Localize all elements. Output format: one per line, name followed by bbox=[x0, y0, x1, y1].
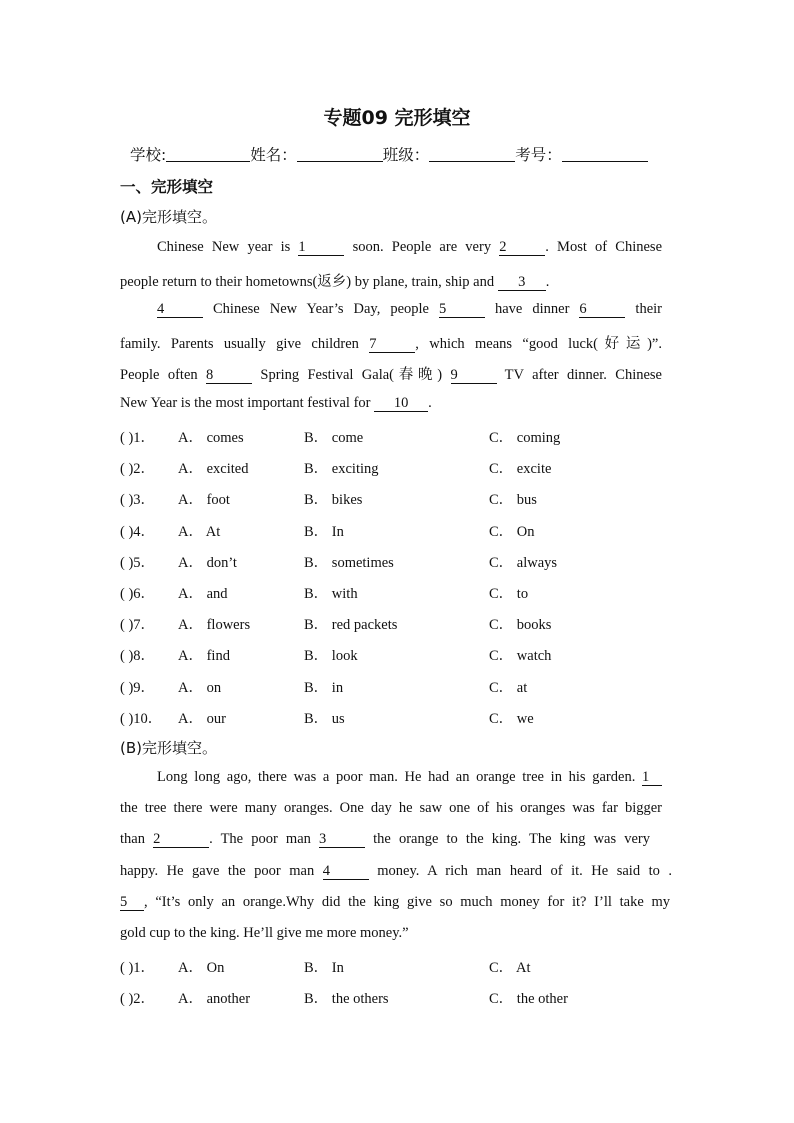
option-a[interactable]: A． find bbox=[178, 648, 230, 665]
blank-b5[interactable]: 5 bbox=[120, 895, 144, 911]
part-a-passage-line-5 bbox=[120, 363, 662, 384]
passage-text: Chinese New year is bbox=[157, 239, 299, 255]
option-c[interactable]: C． at bbox=[489, 679, 528, 696]
part-b-passage-line-4 bbox=[120, 863, 672, 880]
option-a[interactable]: A． our bbox=[178, 710, 226, 727]
question-number[interactable]: ( )2． bbox=[120, 461, 156, 478]
question-number[interactable]: ( )6． bbox=[120, 586, 156, 602]
part-b-passage-line-2: the tree there were many oranges. One day he saw one of his oranges was far bigger bbox=[120, 800, 662, 816]
part-a-passage-line-2 bbox=[120, 270, 549, 291]
option-a[interactable]: A． On bbox=[178, 960, 225, 976]
option-b[interactable]: B． in bbox=[304, 679, 344, 696]
option-a[interactable]: A． excited bbox=[178, 461, 249, 478]
option-b[interactable]: B． the others bbox=[304, 991, 389, 1007]
blank-b2[interactable]: 2 bbox=[153, 832, 209, 848]
passage-text: the orange to the king. The king was very bbox=[365, 831, 651, 847]
blank-b4[interactable]: 4 bbox=[323, 864, 369, 880]
passage-text: . bbox=[668, 863, 673, 879]
page-title: 专题09 完形填空 bbox=[323, 107, 471, 129]
passage-text: family. Parents usually give children bbox=[120, 336, 370, 352]
blank-b3[interactable]: 3 bbox=[319, 832, 365, 848]
option-a[interactable]: A． comes bbox=[178, 430, 244, 446]
question-number[interactable]: ( )9． bbox=[120, 679, 156, 696]
blank-7[interactable]: 7 bbox=[369, 337, 415, 353]
blank-8[interactable]: 8 bbox=[206, 368, 252, 384]
option-b[interactable]: B． exciting bbox=[304, 461, 379, 478]
passage-text: . bbox=[428, 395, 432, 411]
part-a-passage-line-3 bbox=[157, 301, 662, 318]
option-a[interactable]: A． and bbox=[178, 586, 228, 602]
blank-1[interactable]: 1 bbox=[298, 240, 344, 256]
passage-text: Spring Festival Gala(春晚) bbox=[252, 367, 451, 383]
passage-text: . bbox=[545, 274, 550, 290]
blank-10[interactable]: 10 bbox=[374, 396, 428, 412]
option-a[interactable]: A． flowers bbox=[178, 617, 251, 634]
option-c[interactable]: C． bus bbox=[489, 492, 537, 509]
part-b-label: (B)完形填空。 bbox=[120, 739, 217, 757]
passage-text: People often bbox=[120, 367, 207, 383]
option-c[interactable]: C． books bbox=[489, 617, 552, 634]
passage-text: , “It’s only an orange.Why did the king give so much money for it? I’ll take my bbox=[144, 894, 670, 910]
option-a[interactable]: A． another bbox=[178, 991, 251, 1007]
number-blank[interactable] bbox=[562, 145, 648, 162]
passage-text: money. A rich man heard of it. He said to bbox=[368, 863, 669, 879]
question-number[interactable]: ( )8． bbox=[120, 648, 156, 665]
blank-3[interactable]: 3 bbox=[498, 275, 546, 291]
passage-text: soon. People are very bbox=[344, 239, 500, 255]
option-c[interactable]: C． On bbox=[489, 523, 535, 540]
blank-6[interactable]: 6 bbox=[579, 302, 625, 318]
part-b-passage-line-3 bbox=[120, 831, 650, 848]
passage-text: than bbox=[120, 831, 154, 847]
blank-9[interactable]: 9 bbox=[451, 368, 497, 384]
passage-text: Long long ago, there was a poor man. He had an orange tree in his garden. bbox=[157, 769, 642, 785]
blank-4[interactable]: 4 bbox=[157, 302, 203, 318]
option-b[interactable]: B． In bbox=[304, 523, 344, 540]
school-blank[interactable] bbox=[166, 145, 250, 162]
passage-text: . Most of Chinese bbox=[545, 239, 663, 255]
part-b-passage-line-5 bbox=[120, 894, 670, 911]
student-info-line bbox=[130, 143, 648, 165]
option-b[interactable]: B． In bbox=[304, 960, 344, 976]
passage-text: . The poor man bbox=[209, 831, 320, 847]
option-c[interactable]: C． the other bbox=[489, 991, 568, 1007]
passage-text: their bbox=[625, 301, 662, 317]
passage-text: people return to their hometowns(返乡) by plane, train, ship and bbox=[120, 274, 498, 290]
blank-2[interactable]: 2 bbox=[499, 240, 545, 256]
section-heading: 一、完形填空 bbox=[120, 178, 214, 196]
option-b[interactable]: B． sometimes bbox=[304, 554, 394, 571]
passage-text: , which means “good luck(好运)”. bbox=[415, 336, 662, 352]
option-a[interactable]: A． on bbox=[178, 679, 222, 696]
option-b[interactable]: B． look bbox=[304, 648, 358, 665]
part-b-passage-line-1 bbox=[157, 769, 662, 786]
question-number[interactable]: ( )4． bbox=[120, 523, 156, 540]
part-a-label: (A)完形填空。 bbox=[120, 208, 217, 226]
question-number[interactable]: ( )7． bbox=[120, 617, 156, 634]
option-c[interactable]: C． coming bbox=[489, 430, 561, 446]
option-b[interactable]: B． bikes bbox=[304, 492, 363, 509]
option-c[interactable]: C． to bbox=[489, 586, 529, 602]
number-label: 考号： bbox=[515, 146, 562, 164]
passage-text: TV after dinner. Chinese bbox=[496, 367, 662, 383]
part-a-passage-line-6 bbox=[120, 395, 432, 412]
name-label: 姓名： bbox=[250, 146, 297, 164]
class-label: 班级： bbox=[382, 146, 430, 164]
part-a-passage-line-1 bbox=[157, 239, 662, 256]
question-number[interactable]: ( )3． bbox=[120, 492, 156, 509]
option-c[interactable]: C． always bbox=[489, 554, 558, 571]
option-b[interactable]: B． with bbox=[304, 586, 358, 602]
passage-text: happy. He gave the poor man bbox=[120, 863, 323, 879]
option-a[interactable]: A． don’t bbox=[178, 554, 237, 571]
passage-text: New Year is the most important festival for bbox=[120, 395, 375, 411]
blank-5[interactable]: 5 bbox=[439, 302, 485, 318]
option-b[interactable]: B． us bbox=[304, 710, 345, 727]
option-c[interactable]: C． excite bbox=[489, 461, 552, 478]
part-a-passage-line-4 bbox=[120, 332, 662, 353]
question-number[interactable]: ( )2． bbox=[120, 991, 156, 1007]
option-a[interactable]: A． foot bbox=[178, 492, 230, 509]
option-b[interactable]: B． come bbox=[304, 430, 364, 446]
option-c[interactable]: C． watch bbox=[489, 648, 552, 665]
question-number[interactable]: ( )1． bbox=[120, 960, 156, 976]
passage-text: have dinner bbox=[485, 301, 580, 317]
name-blank[interactable] bbox=[297, 145, 383, 162]
option-c[interactable]: C． At bbox=[489, 960, 531, 976]
class-blank[interactable] bbox=[429, 145, 515, 162]
option-a[interactable]: A． At bbox=[178, 523, 221, 540]
part-b-passage-line-6: gold cup to the king. He’ll give me more money.” bbox=[120, 925, 409, 941]
question-number[interactable]: ( )10． bbox=[120, 710, 163, 727]
school-label: 学校: bbox=[130, 146, 167, 164]
blank-b1[interactable]: 1 bbox=[642, 770, 662, 786]
option-b[interactable]: B． red packets bbox=[304, 617, 398, 634]
question-number[interactable]: ( )1． bbox=[120, 430, 156, 446]
question-number[interactable]: ( )5． bbox=[120, 554, 156, 571]
option-c[interactable]: C． we bbox=[489, 710, 534, 727]
passage-text: Chinese New Year’s Day, people bbox=[203, 301, 439, 317]
